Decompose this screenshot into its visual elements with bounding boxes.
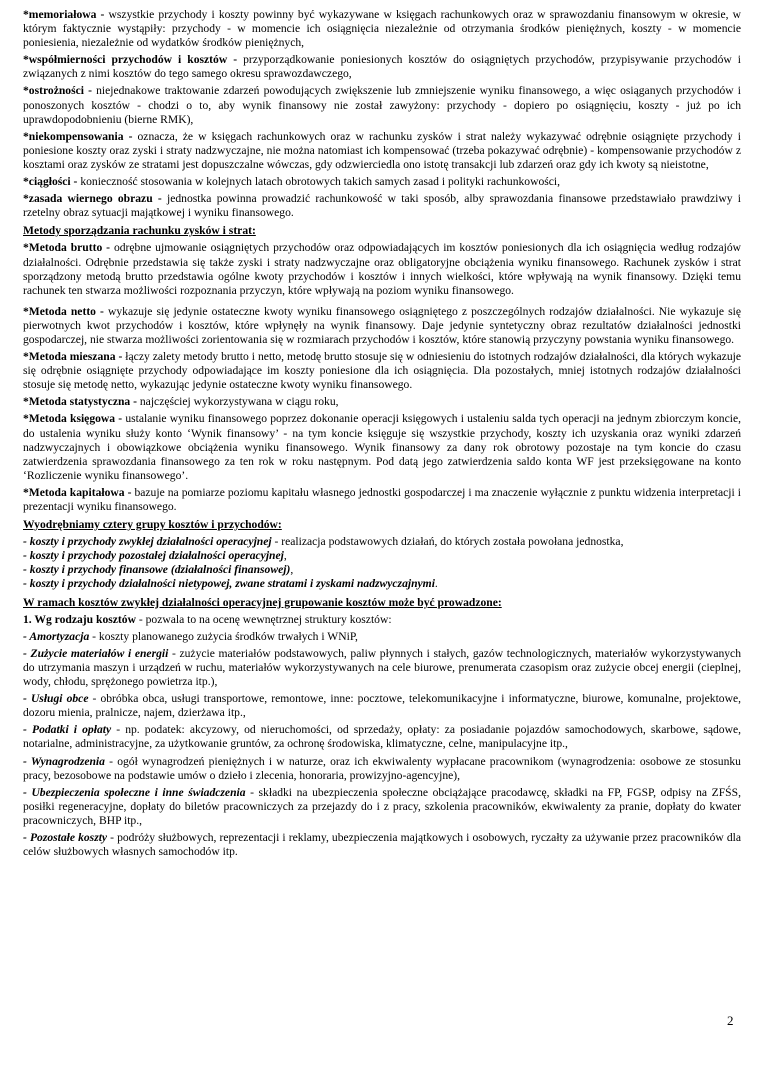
cost-term: Zużycie materiałów i energii <box>30 646 169 660</box>
term: *Metoda mieszana - <box>23 350 123 364</box>
group-text: - realizacja podstawowych działań, do których została powołana jednostka, <box>271 535 624 549</box>
term: *Metoda kapitałowa - <box>23 485 132 499</box>
page-number: 2 <box>727 1013 734 1028</box>
definition: konieczność stosowania w kolejnych latach obrotowych takich samych zasad i polityki rachunkowości, <box>77 175 561 189</box>
cost-term: Pozostałe koszty <box>29 830 108 844</box>
group-term: koszty i przychody pozostałej działalności operacyjnej <box>29 549 284 563</box>
list-item <box>23 577 741 591</box>
group-prefix: - <box>23 535 30 549</box>
cost-ubezpieczenia: - Ubezpieczenia społeczne i inne świadczenia - składki na ubezpieczenia społeczne obciążające pracodawcę, składki na FP, FGSP, odpisy na ZFŚS, posiłki regeneracyjne, dopłaty do biletów pracowniczych za przejazdy do i z pracy, szkolenia pracowników, ekwiwalenty za pranie, dopłaty do kwater pracowniczych, BHP itp., <box>23 785 741 827</box>
cost-text: - np. podatek: akcyzowy, od nieruchomości, od sprzedaży, opłaty: za posiadanie pojazdów samochodowych, skarbowe, sądowe, notarialne, administracyjne, za użytkowanie gruntów, za ochronę środowiska, klimatyczne, celne, manipulacyjne itp., <box>23 723 741 751</box>
definition: niejednakowe traktowanie zdarzeń powodujących zwiększenie lub zmniejszenie wyniku finansowego, a więc osiąganych przychodów i ponoszonych kosztów - chodzi o to, aby wynik finansowy nie został zawyżony: przychody - dopiero po osiągnięciu, koszty - już po ich uprawdopodobnieniu (bierne RMK), <box>23 84 741 126</box>
groups-heading: Wyodrębniamy cztery grupy kosztów i przychodów: <box>23 518 282 532</box>
group-prefix: - <box>23 577 30 591</box>
principle-wiernego-obrazu <box>23 192 741 220</box>
cost-podatki: - Podatki i opłaty - np. podatek: akcyzowy, od nieruchomości, od sprzedaży, opłaty: za posiadanie pojazdów samochodowych, skarbowe, sądowe, notarialne, administracyjne, za użytkowanie gruntów, za ochronę środowiska, klimatyczne, celne, manipulacyjne itp., <box>23 723 741 751</box>
definition: ustalanie wyniku finansowego poprzez dokonanie operacji księgowych i ustaleniu salda tych operacji na jednym zbiorczym koncie, do ustalenia wyniku służy konto ‘Wynik finansowy’ - na tym koncie księguje się wszystkie przychody, koszty ich uzyskania oraz wyniki zdarzeń nadzwyczajnych i obowiązkowe obciążenia wyniku finansowego. Wynik finansowy za dany rok obrotowy pozostaje na tym koncie do czasu zatwierdzenia sprawozdania finansowego za ten rok w roku następnym. Pod datą jego zatwierdzenia saldo konta WF jest przeksięgowane na konto ‘Rozliczenie wyniku finansowego’. <box>23 412 741 482</box>
principle-ciaglosci <box>23 175 741 189</box>
group-text: , <box>283 549 287 563</box>
cost-term: Ubezpieczenia społeczne i inne świadczenia <box>31 785 246 799</box>
cost-term: Amortyzacja <box>29 629 90 643</box>
term: *niekompensowania - <box>23 129 133 143</box>
cost-zuzycie-materialow: - Zużycie materiałów i energii - zużycie materiałów podstawowych, paliw płynnych i stałych, gazów technologicznych, materiałów wykorzystywanych do utrzymania maszyn i urządzeń w ruchu, materiałów wykorzystywanych na cele biurowe, prenumerata czasopism oraz zużycie obcej energii (cieplnej, wody, chłodu, sprężonego powietrza itp.), <box>23 646 741 689</box>
list-item <box>23 563 741 577</box>
group-text: . <box>434 577 438 591</box>
cost-text: - podróży służbowych, reprezentacji i reklamy, ubezpieczenia majątkowych i osobowych, ryczałty za używanie przez pracowników dla celów służbowych własnych samochodów itp. <box>23 830 741 859</box>
term: *ostrożności - <box>23 84 92 98</box>
definition: bazuje na pomiarze poziomu kapitału własnego jednostki gospodarczej i ma znaczenie wyłącznie z punktu widzenia interpretacji i prezentacji wyniku finansowego. <box>23 485 741 513</box>
cost-term: Usługi obce <box>30 692 89 706</box>
definition: - pozwala to na ocenę wewnętrznej struktury kosztów: <box>135 612 392 626</box>
list-item <box>23 535 741 549</box>
cost-text: - obróbka obca, usługi transportowe, remontowe, inne: pocztowe, telekomunikacyjne i informatyczne, biurowe, komunalne, projektowe, dozoru mienia, pralnicze, najem, dzierżawa itp., <box>23 692 741 720</box>
methods-heading: Metody sporządzania rachunku zysków i strat: <box>23 224 256 238</box>
cost-text: - zużycie materiałów podstawowych, paliw płynnych i stałych, gazów technologicznych, materiałów wykorzystywanych do utrzymania maszyn i urządzeń w ruchu, materiałów wykorzystywanych na cele biurowe, prenumerata czasopism oraz zużycie obcej energii (cieplnej, wody, chłodu, sprężonego powietrza itp.), <box>23 646 741 689</box>
method-mieszana <box>23 350 741 392</box>
term: *zasada wiernego obrazu - <box>23 192 162 206</box>
group-term: koszty i przychody zwykłej działalności operacyjnej <box>29 535 272 549</box>
definition: jednostka powinna prowadzić rachunkowość w taki sposób, alby sprawozdania finansowe przedstawiało prawdziwy i rzetelny obraz sytuacji majątkowej i wyniku finansowego. <box>23 192 741 220</box>
method-netto <box>23 305 741 347</box>
group-prefix: - <box>23 549 30 563</box>
group-prefix: - <box>23 563 30 577</box>
method-kapitalowa <box>23 486 741 514</box>
document-page <box>23 8 741 862</box>
principle-niekompensowania <box>23 130 741 172</box>
term: *memoriałowa - <box>23 8 105 21</box>
principle-wspolmiernosci <box>23 53 741 81</box>
term: *Metoda księgowa - <box>23 412 123 426</box>
definition: wykazuje się jedynie ostateczne kwoty wyniku finansowego osiągniętego z poszczególnych rodzajów działalności. Nie wykazuje się pierwotnych kwot przychodów i kosztów, które wpłynęły na wynik finansowy. Daje jedynie syntetyczny obraz rezultatów działalności jednostki gospodarczej, nie stwarza możliwości zorientowania się w rozmiarach przychodów i kosztów, które stanowią przyczyny powstania wyniku finansowego. <box>23 304 741 346</box>
cost-amortyzacja: - Amortyzacja - koszty planowanego zużycia środków trwałych i WNiP, <box>23 629 358 643</box>
term: *Metoda statystyczna - <box>23 395 137 409</box>
term: *współmierności przychodów i kosztów - <box>23 53 238 67</box>
cost-wynagrodzenia: - Wynagrodzenia - ogół wynagrodzeń pieniężnych i w naturze, oraz ich ekwiwalenty wypłacane pracownikom (wynagrodzenia: osobowe ze stosunku pracy, bezosobowe na podstawie umów o dzieło i zlecenia, honoraria, prowizyjno-agencyjne), <box>23 754 741 782</box>
group-term: koszty i przychody działalności nietypowej, zwane stratami i zyskami nadzwyczajnymi <box>29 577 435 591</box>
definition: odrębne ujmowanie osiągniętych przychodów oraz odpowiadających im kosztów poniesionych dla ich osiągnięcia według rodzajów działalności. Odrębnie przedstawia się także zyski i straty nadzwyczajne oraz obligatoryjne obciążenia wyniku finansowego. Rachunek zysków i strat sporządzony metodą brutto przedstawia ogólne kwoty przychodów i kosztów i innych wielkości, które wpływają na wynik finansowy. Dzięki temu rachunek ten stwarza możliwości rozpoznania przyczyn, które wpływają na poziom wyniku finansowego. <box>23 241 741 297</box>
grouping-intro <box>23 613 741 627</box>
definition: wszystkie przychody i koszty powinny być wykazywane w księgach rachunkowych oraz w sprawozdaniu finansowym w okresie, w którym faktycznie wystąpiły: przychody - w momencie ich osiągnięcia niezależnie od otrzymania środków pieniężnych, koszty - w momencie poniesienia, niezależnie od wydatków środków pieniężnych, <box>23 8 741 50</box>
method-ksiegowa <box>23 412 741 482</box>
group-text: , <box>290 563 294 577</box>
cost-term: Podatki i opłaty <box>31 723 112 737</box>
method-statystyczna <box>23 395 741 409</box>
principle-ostroznosci <box>23 84 741 126</box>
cost-text: - ogół wynagrodzeń pieniężnych i w naturze, oraz ich ekwiwalenty wypłacane pracownikom (wynagrodzenia: osobowe ze stosunku pracy, bezosobowe na podstawie umów o dzieło i zlecenia, honoraria, prowizyjno-agencyjne), <box>23 754 741 782</box>
cost-text: - składki na ubezpieczenia społeczne obciążające pracodawcę, składki na FP, FGSP, odpisy na ZFŚS, posiłki regeneracyjne, dopłaty do biletów pracowniczych za przejazdy do i z pracy, szkolenia pracowników, ekwiwalenty za pranie, dopłaty do kwater pracowniczych, BHP itp., <box>23 785 741 827</box>
definition: najczęściej wykorzystywana w ciągu roku, <box>136 395 339 409</box>
method-brutto <box>23 241 741 297</box>
definition: oznacza, że w księgach rachunkowych oraz w rachunku zysków i strat należy wykazywać odrębnie osiągnięte przychody i poniesione koszty oraz zyski i straty nadzwyczajne, nie można natomiast ich kompensować (trzeba pokazywać odrębnie) - kompensowanie przychodów z kosztami oraz zysków ze stratami jest dopuszczalne wówczas, gdy odzwierciedla ono istotę transakcji lub zdarzeń oraz gdy ich kwoty są nieistotne, <box>23 129 741 171</box>
term: *Metoda netto - <box>23 304 104 318</box>
definition: przyporządkowanie poniesionych kosztów do osiągniętych przychodów, przypisywanie przychodów i związanych z nimi kosztów do tego samego okresu sprawozdawczego, <box>23 53 741 81</box>
term: 1. Wg rodzaju kosztów <box>23 612 136 626</box>
term: *Metoda brutto - <box>23 241 111 255</box>
cost-uslugi-obce: - Usługi obce - obróbka obca, usługi transportowe, remontowe, inne: pocztowe, telekomunikacyjne i informatyczne, biurowe, komunalne, projektowe, dozoru mienia, pralnicze, najem, dzierżawa itp., <box>23 692 741 720</box>
list-item <box>23 549 741 563</box>
group-term: koszty i przychody finansowe (działalności finansowej) <box>29 563 291 577</box>
groups-list <box>23 535 741 591</box>
principle-memorialowa <box>23 8 741 50</box>
cost-term: Wynagrodzenia <box>30 754 105 768</box>
cost-pozostale: - Pozostałe koszty - podróży służbowych, reprezentacji i reklamy, ubezpieczenia majątkowych i osobowych, ryczałty za używanie przez pracowników dla celów służbowych własnych samochodów itp. <box>23 830 741 859</box>
term: *ciągłości - <box>23 175 78 189</box>
grouping-heading: W ramach kosztów zwykłej działalności operacyjnej grupowanie kosztów może być prowadzone: <box>23 595 502 609</box>
cost-text: - koszty planowanego zużycia środków trwałych i WNiP, <box>89 629 358 643</box>
definition: łączy zalety metody brutto i netto, metodę brutto stosuje się w odniesieniu do istotnych rodzajów działalności, dla których wykazuje się odrębnie osiągnięte przychody odpowiadające im koszty poniesione dla ich osiągnięcia. Dla pozostałych, mniej istotnych rodzajów działalności stosuje się metodę netto, wykazując jedynie ostateczne kwoty wyniku finansowego. <box>23 350 741 392</box>
